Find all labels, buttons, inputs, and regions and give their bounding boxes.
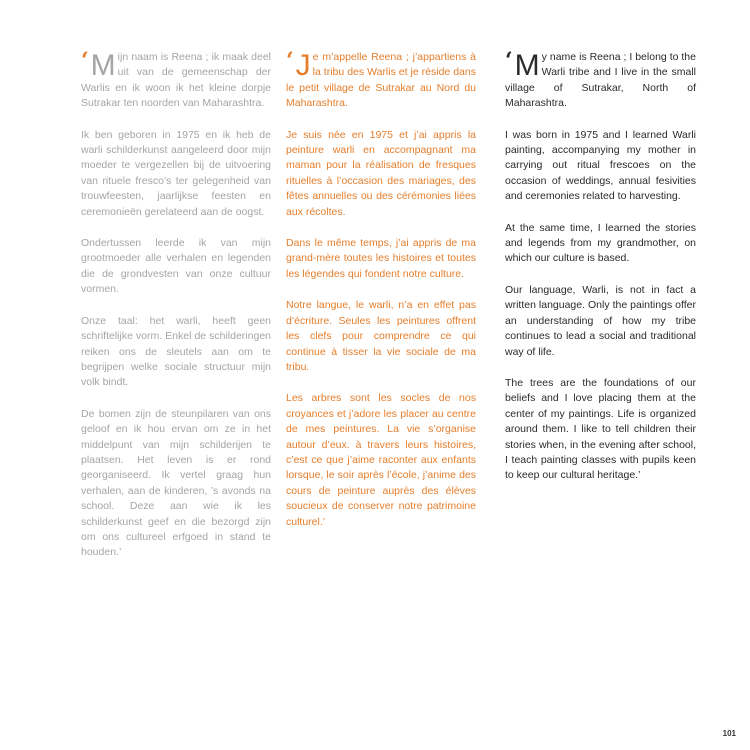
french-paragraph-4: Notre langue, le warli, n’a en effet pas d’écriture. Seules les peintures offrent les clefs pour comprendre ce qui continue à tisser la vie sociale de ma tribu. <box>286 299 476 373</box>
french-column <box>286 50 476 546</box>
dutch-dropcap-letter: M <box>90 49 116 82</box>
french-paragraph-3: Dans le même temps, j’ai appris de ma grand-mère toutes les histoires et toutes les légendes qui fondent notre culture. <box>286 237 476 280</box>
dutch-intro-paragraph <box>81 50 271 112</box>
dutch-intro-text: ijn naam is Reena ; ik maak deel uit van de gemeenschap der Warlis en ik woon ik het kleine dorpje Sutrakar ten noorden van Maharashtra. <box>81 51 271 110</box>
french-dropcap-letter: J <box>295 49 311 82</box>
french-opening-quote: ‘ <box>286 48 294 74</box>
dutch-opening-quote: ‘ <box>81 48 89 74</box>
english-paragraph-4: Our language, Warli, is not in fact a written language. Only the paintings offer an understanding of how my tribe continues to lead a social and traditional way of life. <box>505 283 696 358</box>
french-dropcap <box>286 48 311 82</box>
dutch-paragraph-5: De bomen zijn de steunpilaren van ons geloof en ik hou ervan om ze in het middelpunt van mijn schilderijen te plaatsen. Het leven is er rond georganiseerd. Ik vertel graag hun verhalen, aan de kinderen, ’s avonds na school. Deze aan wie ik les schilderkunst geef en die bezorgd zijn om ons cultureel erfgoed in stand te houden.’ <box>81 407 271 559</box>
english-paragraph-3: At the same time, I learned the stories and legends from my grandmother, on which our culture is based. <box>505 221 696 265</box>
french-intro-paragraph <box>286 50 476 112</box>
page-number: 101 <box>722 729 736 738</box>
english-dropcap-letter: M <box>514 49 540 82</box>
english-paragraph-2: I was born in 1975 and I learned Warli painting, accompanying my mother in carrying out ritual frescoes on the occasion of weddings, annual fesivities and ceremonies related to harvesting. <box>505 128 696 203</box>
english-column <box>505 50 696 500</box>
english-intro-paragraph <box>505 50 696 112</box>
dutch-paragraph-4: Onze taal: het warli, heeft geen schriftelijke vorm. Enkel de schilderingen reiken ons de sleutels aan om te begrijpen welke sociale structuur mijn volk bindt. <box>81 314 271 389</box>
english-paragraph-5: The trees are the foundations of our beliefs and I love placing them at the center of my paintings. Life is organized around them. I like to tell children their stories when, in the evening after school, I teach painting classes with pupils keen to keep our cultural heritage.’ <box>505 376 696 482</box>
french-paragraph-5: Les arbres sont les socles de nos croyances et j’adore les placer au centre de mes peintures. La vie s’organise autour d’eux. à travers leurs histoires, c’est ce que j’aime raconter aux enfants lorsque, le soir après l’école, j’anime des cours de peinture auprès des élèves soucieux de conserver notre patrimoine culturel.’ <box>286 392 476 528</box>
dutch-paragraph-3: Ondertussen leerde ik van mijn grootmoeder alle verhalen en legenden die de grondvesten van onze cultuur vormen. <box>81 237 271 296</box>
english-intro-text: y name is Reena ; I belong to the Warli tribe and I live in the small village of Sutrakar, North of Maharashtra. <box>505 51 696 110</box>
english-dropcap <box>505 48 540 82</box>
french-intro-text: e m’appelle Reena ; j’appartiens à la tribu des Warlis et je réside dans le petit village de Sutrakar au Nord du Maharashtra. <box>286 51 476 110</box>
french-paragraph-2: Je suis née en 1975 et j’ai appris la peinture warli en accompagnant ma maman pour la réalisation de fresques rituelles à l’occasion des mariages, des fêtes annuelles ou des cérémonies liées aux récoltes. <box>286 128 476 218</box>
dutch-paragraph-2: Ik ben geboren in 1975 en ik heb de warli schilderkunst aangeleerd door mijn moeder te vergezellen bij de uitvoering van rituele fresco’s ter gelegenheid van trouwfeesten, jaarlijkse feesten en ceremonieën gerelateerd aan de oogst. <box>81 128 271 218</box>
dutch-dropcap <box>81 48 116 82</box>
english-opening-quote: ‘ <box>505 48 513 74</box>
dutch-column <box>81 50 271 577</box>
